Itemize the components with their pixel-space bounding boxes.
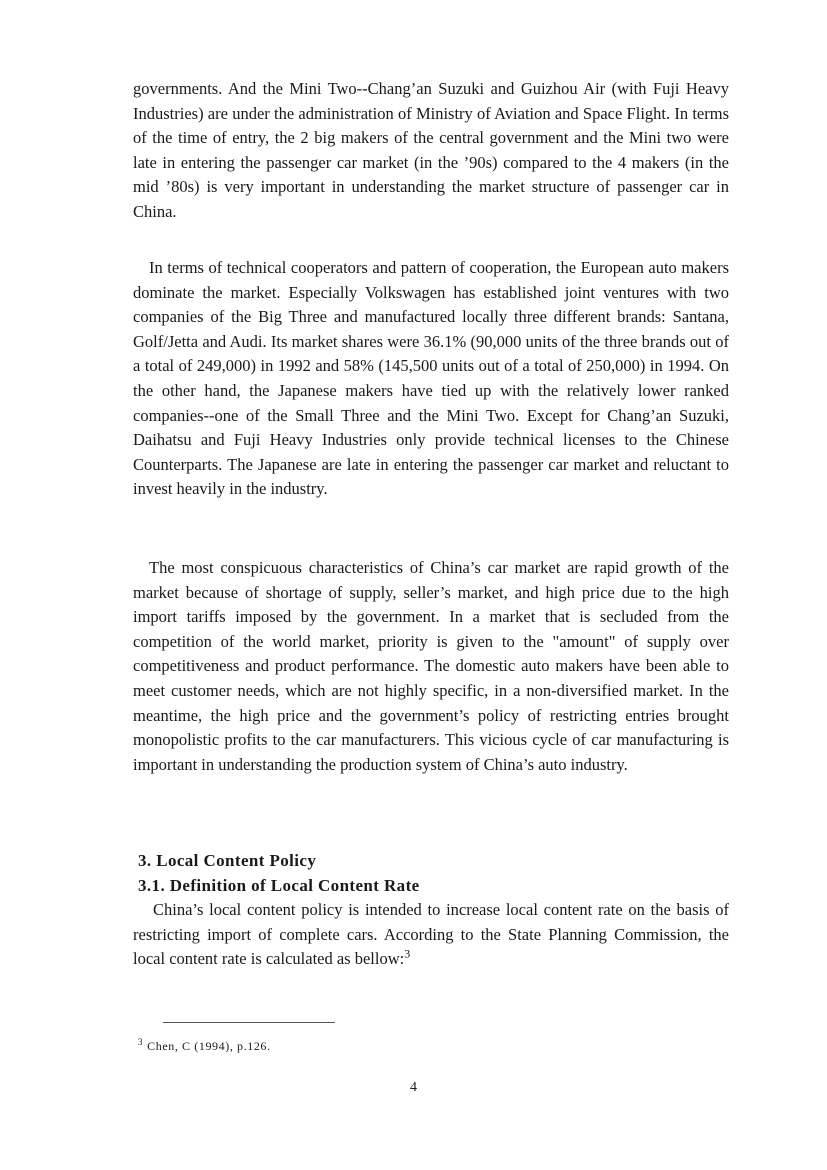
paragraph-market-characteristics: The most conspicuous characteristics of China’s car market are rapid growth of the market because of shortage of supply, seller’s market, and high price due to the high import tariffs imposed by the government. In a market that is secluded from the competition of the world market, priority is given to the "amount" of supply over competitiveness and product performance. The domestic auto makers have been able to meet customer needs, which are not highly specific, in a non-diversified market. In the meantime, the high price and the government’s policy of restricting entries brought monopolistic profits to the car manufacturers. This vicious cycle of car manufacturing is important in understanding the production system of China’s auto industry.	[133, 558, 729, 774]
paragraph-local-content-text: China’s local content policy is intended to increase local content rate on the basis of restricting import of complete cars. According to the State Planning Commission, the local content rate is calculated as bellow:	[133, 900, 729, 969]
footnote-reference[interactable]: 3	[404, 946, 411, 961]
footnote	[138, 1034, 271, 1054]
section-heading: 3. Local Content Policy	[138, 851, 317, 870]
paragraph-technical-cooperators: In terms of technical cooperators and pattern of cooperation, the European auto makers dominate the market. Especially Volkswagen has established joint ventures with two companies of the Big Three and manufactured locally three different brands: Santana, Golf/Jetta and Audi. Its market shares were 36.1% (90,000 units of the three brands out of a total of 249,000) in 1992 and 58% (145,500 units out of a total of 250,000) in 1994. On the other hand, the Japanese makers have tied up with the relatively lower ranked companies--one of the Small Three and the Mini Two. Except for Chang’an Suzuki, Daihatsu and Fuji Heavy Industries only provide technical licenses to the Chinese Counterparts. The Japanese are late in entering the passenger car market and reluctant to invest heavily in the industry.	[133, 258, 729, 499]
subsection-heading: 3.1. Definition of Local Content Rate	[138, 876, 420, 895]
paragraph-local-content	[133, 898, 729, 972]
paragraph-governments: governments. And the Mini Two--Chang’an Suzuki and Guizhou Air (with Fuji Heavy Industries) are under the administration of Ministry of Aviation and Space Flight. In terms of the time of entry, the 2 big makers of the central government and the Mini two were late in entering the passenger car market (in the ’90s) compared to the 4 makers (in the mid ’80s) is very important in understanding the market structure of passenger car in China.	[133, 79, 729, 221]
footnote-text: Chen, C (1994), p.126.	[147, 1039, 271, 1053]
page-number: 4	[410, 1080, 417, 1095]
footnote-divider	[163, 1022, 335, 1023]
footnote-number: 3	[138, 1037, 144, 1047]
